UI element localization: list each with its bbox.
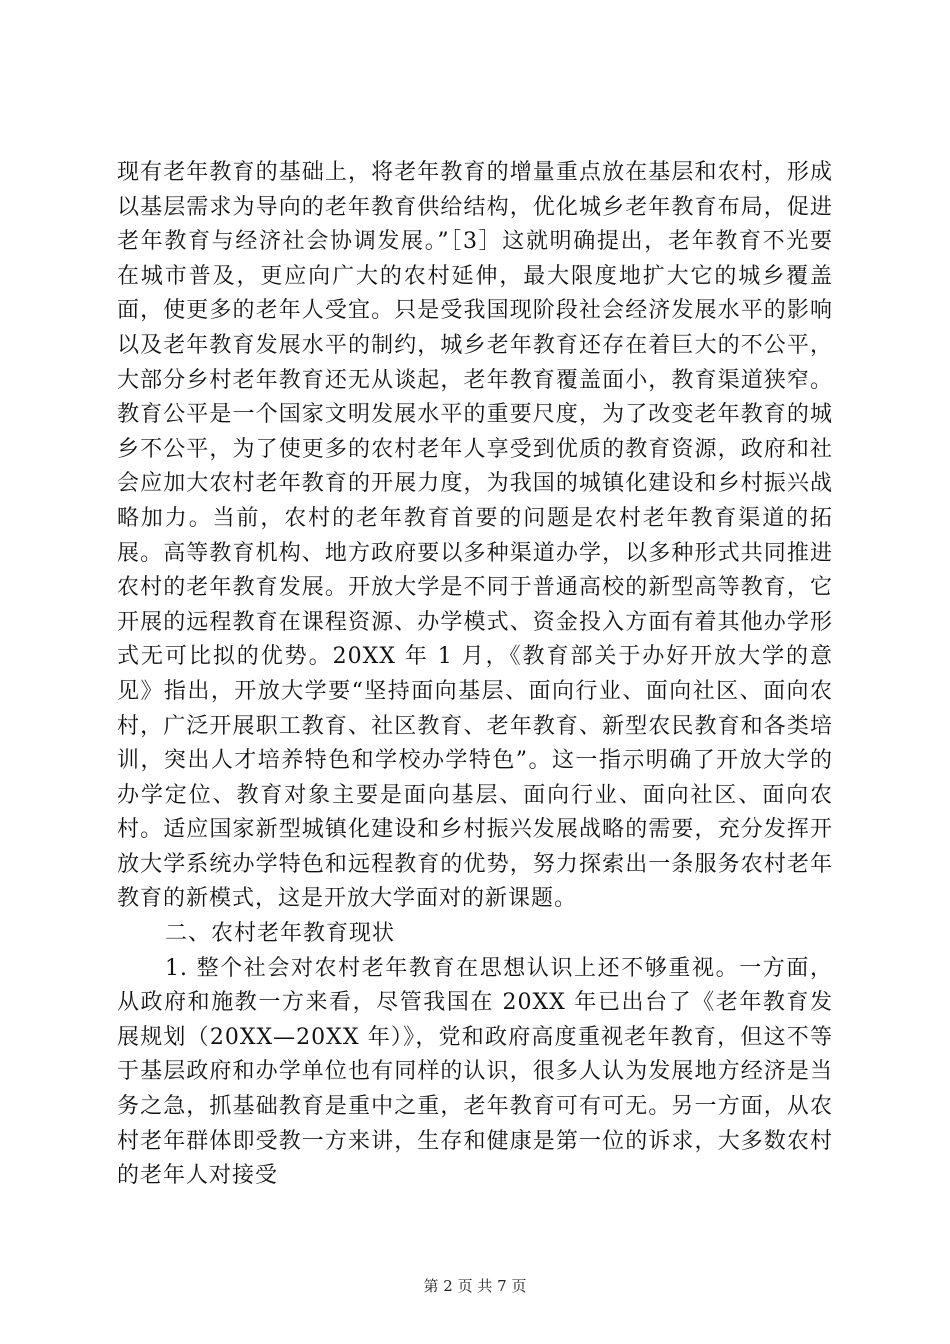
page-footer: 第 2 页 共 7 页 [423, 1277, 527, 1295]
section-heading: 二、农村老年教育现状 [165, 921, 396, 947]
document-body [117, 156, 833, 1194]
paragraph-1: 现有老年教育的基础上，将老年教育的增量重点放在基层和农村，形成以基层需求为导向的老年教育供给结构，优化城乡老年教育布局，促进老年教育与经济社会协调发展。”［3］这就明确提出，老年教育不光要在城市普及，更应向广大的农村延伸，最大限度地扩大它的城乡覆盖面，使更多的老年人受宜。只是受我国现阶段社会经济发展水平的影响以及老年教育发展水平的制约，城乡老年教育还存在着巨大的不公平，大部分乡村老年教育还无从谈起，老年教育覆盖面小，教育渠道狭窄。教育公平是一个国家文明发展水平的重要尺度，为了改变老年教育的城乡不公平，为了使更多的农村老年人享受到优质的教育资源，政府和社会应加大农村老年教育的开展力度，为我国的城镇化建设和乡村振兴战略加力。当前，农村的老年教育首要的问题是农村老年教育渠道的拓展。高等教育机构、地方政府要以多种渠道办学，以多种形式共同推进农村的老年教育发展。开放大学是不同于普通高校的新型高等教育，它开展的远程教育在课程资源、办学模式、资金投入方面有着其他办学形式无可比拟的优势。20XX 年 1 月，《教育部关于办好开放大学的意见》指出，开放大学要“坚持面向基层、面向行业、面向社区、面向农村，广泛开展职工教育、社区教育、老年教育、新型农民教育和各类培训，突出人才培养特色和学校办学特色”。这一指示明确了开放大学的办学定位、教育对象主要是面向基层、面向行业、面向社区、面向农村。适应国家新型城镇化建设和乡村振兴发展战略的需要，充分发挥开放大学系统办学特色和远程教育的优势，努力探索出一条服务农村老年教育的新模式，这是开放大学面对的新课题。 [117, 160, 833, 912]
paragraph-2: 1. 整个社会对农村老年教育在思想认识上还不够重视。一方面，从政府和施教一方来看，尽管我国在 20XX 年已出台了《老年教育发展规划（20XX—20XX 年）》，党和政府高度重视老年教育，但这不等于基层政府和办学单位也有同样的认识，很多人认为发展地方经济是当务之急，抓基础教育是重中之重，老年教育可有可无。另一方面，从农村老年群体即受教一方来讲，生存和健康是第一位的诉求，大多数农村的老年人对接受 [117, 955, 833, 1189]
